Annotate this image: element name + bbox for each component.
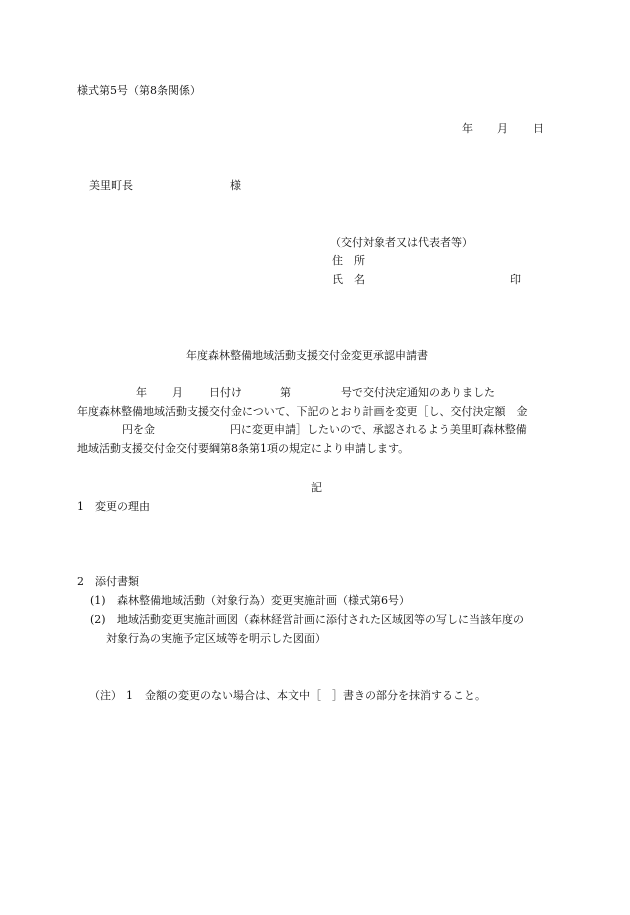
page-title: 年度森林整備地域活動支援交付金変更承認申請書 (186, 349, 428, 362)
date-month: 月 (497, 122, 508, 135)
section2-number: 2 (77, 575, 84, 588)
body-line1-rest: 号で交付決定通知のありました (341, 386, 495, 399)
body-line1-date-suffix: 日付け (209, 386, 242, 399)
applicant-heading: （交付対象者又は代表者等） (330, 236, 473, 249)
note-label: （注） (89, 689, 122, 702)
ki-heading: 記 (311, 481, 322, 494)
note-text: 金額の変更のない場合は、本文中［ ］書きの部分を抹消すること。 (145, 689, 486, 702)
body-line4: 地域活動支援交付金交付要綱第8条第1項の規定により申請します。 (77, 442, 410, 455)
body-line1-year: 年 (136, 386, 147, 399)
body-line1-month: 月 (172, 386, 183, 399)
body-line3-b: 円に変更申請］したいので、承認されるよう美里町森林整備 (230, 423, 527, 436)
attachment-1-num: (1) (90, 594, 106, 607)
section1-label: 変更の理由 (95, 500, 150, 513)
attachment-2-text-cont: 対象行為の実施予定区域等を明示した図面） (106, 632, 326, 645)
seal-mark: 印 (510, 273, 521, 286)
date-day: 日 (533, 122, 544, 135)
form-number: 様式第5号（第8条関係） (77, 84, 201, 97)
section1-number: 1 (77, 500, 84, 513)
body-line3-a: 円を金 (122, 423, 155, 436)
date-year: 年 (462, 122, 473, 135)
applicant-address-label: 住 所 (332, 254, 365, 267)
body-line1-no-prefix: 第 (280, 386, 291, 399)
body-line2: 年度森林整備地域活動支援交付金について、下記のとおり計画を変更［し、交付決定額 金 (77, 405, 528, 418)
note-number: 1 (126, 689, 133, 702)
addressee-name: 美里町長 (89, 179, 133, 192)
attachment-2-num: (2) (90, 613, 106, 626)
applicant-name-label: 氏 名 (332, 273, 365, 286)
attachment-2-text: 地域活動変更実施計画図（森林経営計画に添付された区域図等の写しに当該年度の (117, 613, 524, 626)
attachment-1-text: 森林整備地域活動（対象行為）変更実施計画（様式第6号） (117, 594, 410, 607)
addressee-honorific: 様 (230, 179, 241, 192)
section2-label: 添付書類 (95, 575, 139, 588)
